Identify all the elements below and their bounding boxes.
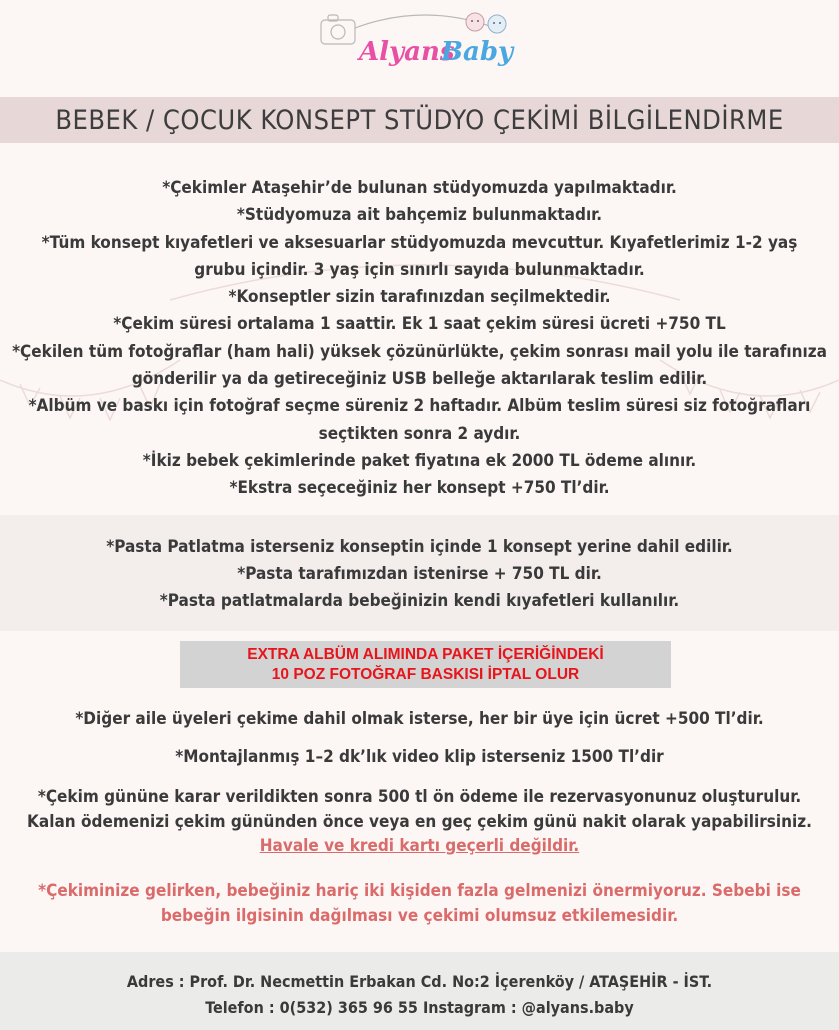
info-list <box>0 175 839 503</box>
info-line: *İkiz bebek çekimlerinde paket fiyatına ek 2000 TL ödeme alınır. <box>142 450 697 471</box>
info-line: *Ekstra seçeceğiniz her konsept +750 Tl’dir. <box>229 478 610 499</box>
info-line: seçtikten sonra 2 aydır. <box>318 423 521 444</box>
payment-line: *Çekim gününe karar verildikten sonra 500 tl ön ödeme ile rezervasyonunuz oluşturulur. <box>37 787 802 807</box>
payment-line: Kalan ödemenizi çekim gününden önce veya en geç çekim günü nakit olarak yapabilirsiniz. <box>27 811 812 832</box>
video-fee-line: *Montajlanmış 1–2 dk’lık video klip isterseniz 1500 Tl’dir <box>175 747 664 767</box>
svg-text:Baby: Baby <box>440 37 513 67</box>
footer <box>0 969 839 1021</box>
warning-line: *Çekiminize gelirken, bebeğiniz hariç iki kişiden fazla gelmenizi önermiyoruz. Sebebi ise <box>38 881 801 901</box>
page-title: BEBEK / ÇOCUK KONSEPT STÜDYO ÇEKİMİ BİLGİLENDİRME <box>55 104 784 136</box>
footer-address: Adres : Prof. Dr. Necmettin Erbakan Cd. No:2 İçerenköy / ATAŞEHİR - İST. <box>126 972 713 991</box>
banner-line: EXTRA ALBÜM ALIMINDA PAKET İÇERİĞİNDEKİ <box>247 645 604 663</box>
info-line: *Çekim süresi ortalama 1 saattir. Ek 1 saat çekim süresi ücreti +750 TL <box>113 314 726 335</box>
info-line: *Çekilen tüm fotoğraflar (ham hali) yüksek çözünürlükte, çekim sonrası mail yolu ile tarafınıza <box>12 341 827 362</box>
cake-line: *Pasta tarafımızdan istenirse + 750 TL dir. <box>237 564 602 584</box>
info-line: *Tüm konsept kıyafetleri ve aksesuarlar stüdyomuzda mevcuttur. Kıyafetlerimiz 1-2 yaş <box>41 232 798 253</box>
cake-info <box>0 534 839 615</box>
family-fee <box>0 706 839 733</box>
cake-line: *Pasta patlatmalarda bebeğinizin kendi kıyafetleri kullanılır. <box>159 591 680 611</box>
footer-contact: Telefon : 0(532) 365 96 55 Instagram : @alyans.baby <box>205 998 634 1017</box>
info-line: grubu içindir. 3 yaş için sınırlı sayıda bulunmaktadır. <box>194 259 645 280</box>
info-line: *Konseptler sizin tarafınızdan seçilmektedir. <box>228 287 611 308</box>
svg-text:Alyans: Alyans <box>358 37 455 67</box>
video-fee <box>0 744 839 771</box>
info-line: *Çekimler Ataşehir’de bulunan stüdyomuzda yapılmaktadır. <box>162 178 677 198</box>
visitor-warning <box>0 879 839 929</box>
payment-info <box>0 785 839 859</box>
cake-line: *Pasta Patlatma isterseniz konseptin içinde 1 konsept yerine dahil edilir. <box>106 537 733 557</box>
album-warning-banner <box>180 641 671 688</box>
info-line: *Stüdyomuza ait bahçemiz bulunmaktadır. <box>236 205 603 226</box>
family-fee-line: *Diğer aile üyeleri çekime dahil olmak isterse, her bir üye için ücret +500 Tl’dir. <box>75 709 764 729</box>
title-band <box>0 97 839 143</box>
brand-logo <box>0 6 839 70</box>
info-line: gönderilir ya da getireceğiniz USB belleğe aktarılarak teslim edilir. <box>131 369 708 390</box>
baby-faces-icon <box>466 13 506 33</box>
banner-line: 10 POZ FOTOĞRAF BASKISI İPTAL OLUR <box>271 665 580 683</box>
info-line: *Albüm ve baskı için fotoğraf seçme süreniz 2 haftadır. Albüm teslim süresi siz fotoğrafları <box>28 396 811 417</box>
warning-line: bebeğin ilgisinin dağılması ve çekimi olumsuz etkilemesidir. <box>160 906 679 926</box>
payment-note: Havale ve kredi kartı geçerli değildir. <box>259 836 580 856</box>
